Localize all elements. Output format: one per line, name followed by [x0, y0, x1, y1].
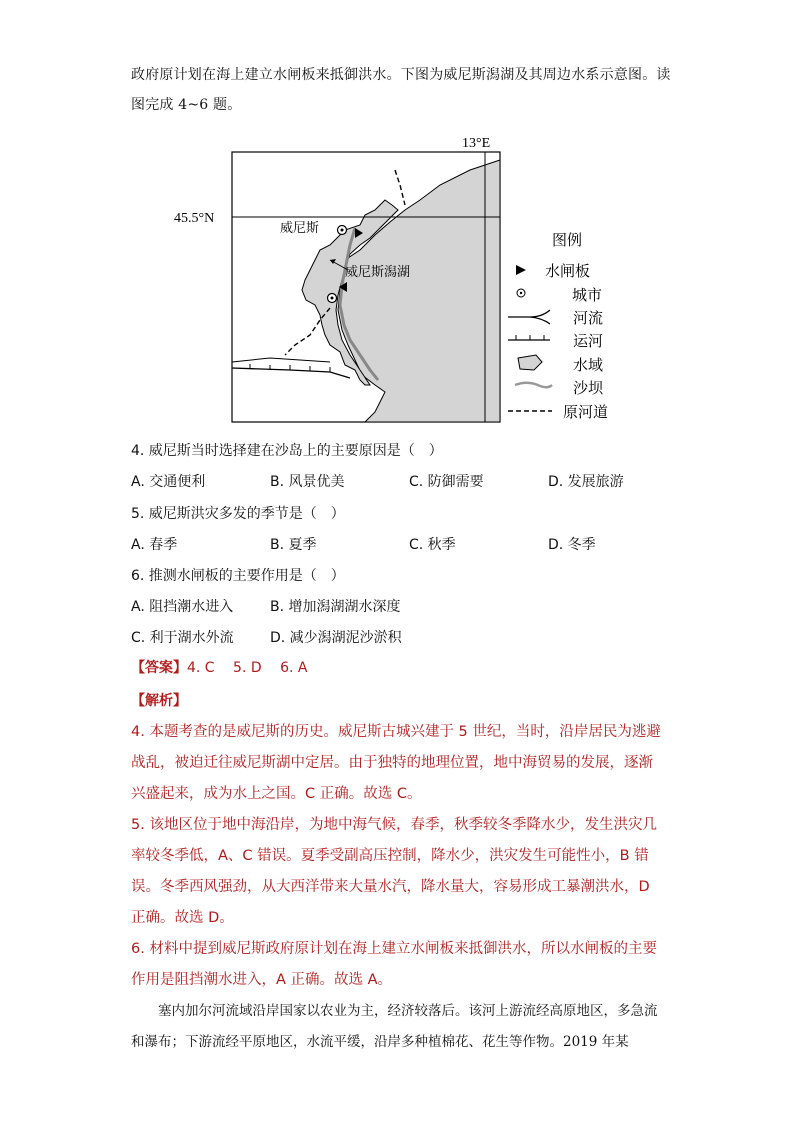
q5-option-c[interactable]: C. 秋季 [409, 537, 456, 553]
legend-title: 图例 [552, 231, 583, 249]
legend-sandbar-icon [515, 383, 552, 388]
q6-option-a[interactable]: A. 阻挡潮水进入 [131, 599, 234, 615]
q6-option-d[interactable]: D. 减少潟湖泥沙淤积 [270, 630, 402, 646]
svg-text:水域: 水域 [573, 356, 604, 374]
question-6: 6. 推测水闸板的主要作用是（ ） [131, 568, 345, 584]
question-5: 5. 威尼斯洪灾多发的季节是（ ） [131, 506, 345, 522]
q5-option-a[interactable]: A. 春季 [131, 537, 178, 553]
answer-label: 【答案】 [131, 660, 187, 676]
venice-lagoon-map [170, 130, 630, 430]
question-4: 4. 威尼斯当时选择建在沙岛上的主要原因是（ ） [131, 443, 443, 459]
q4-option-c[interactable]: C. 防御需要 [409, 474, 484, 490]
legend-river-icon [508, 310, 550, 324]
q6-option-b[interactable]: B. 增加潟湖湖水深度 [270, 599, 401, 615]
q5-option-b[interactable]: B. 夏季 [270, 537, 317, 553]
intro-paragraph: 政府原计划在海上建立水闸板来抵御洪水。下图为威尼斯潟湖及其周边水系示意图。读图完成 4~6 题。 [131, 67, 671, 113]
answer-text: 4. C 5. D 6. A [187, 660, 308, 676]
q4-option-a[interactable]: A. 交通便利 [131, 474, 206, 490]
legend-sluice-icon [516, 265, 526, 275]
svg-text:河流: 河流 [573, 309, 604, 327]
analysis-6: 6. 材料中提到威尼斯政府原计划在海上建立水闸板来抵御洪水，所以水闸板的主要作用是阻挡潮水进入，A 正确。故选 A。 [131, 941, 657, 988]
legend-water-icon [518, 355, 542, 370]
analysis-5: 5. 该地区位于地中海沿岸，为地中海气候，春季，秋季较冬季降水少，发生洪灾几率较冬季低，A、C 错误。夏季受副高压控制，降水少，洪灾发生可能性小，B 错误。冬季西风强劲，从大西洋带来大量水汽，降水量大，容易形成工暴潮洪水，D 正确。故选 D。 [131, 817, 657, 926]
city-label-venice: 威尼斯 [280, 221, 320, 236]
svg-text:运河: 运河 [573, 332, 604, 350]
next-material-paragraph: 塞内加尔河流域沿岸国家以农业为主，经济较落后。该河上游流经高原地区，多急流和瀑布；下游流经平原地区，水流平缓，沿岸多种植棉花、花生等作物。2019 年某 [131, 1003, 658, 1050]
analysis-label: 【解析】 [131, 693, 187, 709]
q4-option-b[interactable]: B. 风景优美 [270, 474, 345, 490]
analysis-4: 4. 本题考查的是威尼斯的历史。威尼斯古城兴建于 5 世纪，当时，沿岸居民为逃避战乱，被迫迁往威尼斯湖中定居。由于独特的地理位置，地中海贸易的发展，逐渐兴盛起来，成为水上之国。C 正确。故选 C。 [131, 724, 661, 802]
lat-label: 45.5°N [174, 211, 215, 226]
q5-option-d[interactable]: D. 冬季 [548, 537, 596, 553]
q6-option-c[interactable]: C. 利于湖水外流 [131, 630, 234, 646]
svg-text:水闸板: 水闸板 [545, 262, 591, 280]
svg-text:城市: 城市 [572, 286, 603, 304]
q4-option-d[interactable]: D. 发展旅游 [548, 474, 624, 490]
lagoon-label: 威尼斯潟湖 [345, 265, 411, 280]
answer-line [131, 658, 307, 678]
svg-text:原河道: 原河道 [563, 403, 609, 421]
svg-text:沙坝: 沙坝 [573, 379, 604, 397]
lon-label: 13°E [462, 136, 491, 151]
